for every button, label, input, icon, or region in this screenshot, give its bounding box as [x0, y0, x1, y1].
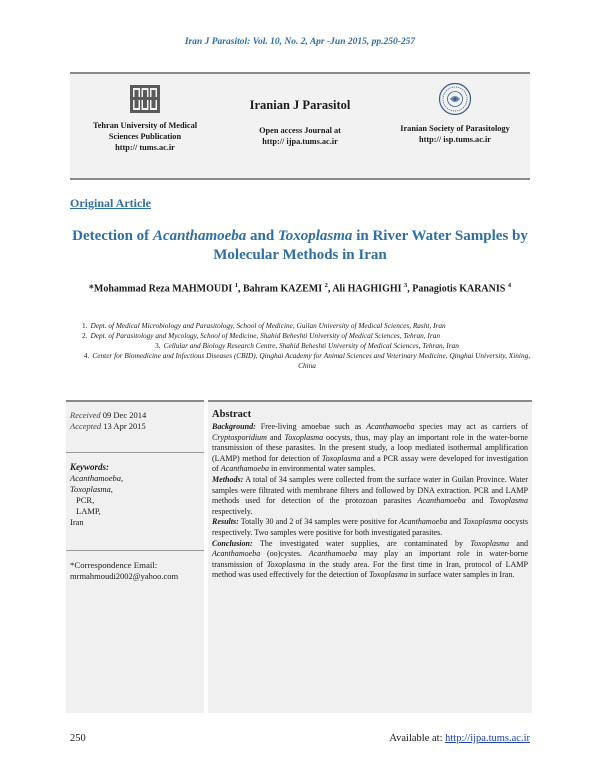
title-genus-2: Toxoplasma: [277, 228, 353, 244]
affiliation-item: [82, 321, 532, 331]
abstract-content: [212, 409, 528, 581]
abstract-conclusion: Conclusion: The investigated water supplies, are contaminated by Toxoplasma and Acanthamoeba (oo)cystes. Acanthamoeba may play an important role in water-borne transmission of Toxoplasma in the study area. For the first time in Iran, protocol of LAMP method was used effectively for the detection of Toxoplasma in surface water samples in Iran.: [212, 538, 528, 580]
abstract-title: Abstract: [212, 409, 252, 420]
journal-access-line: Open access Journal at: [259, 126, 341, 135]
methods-label: Methods:: [212, 474, 244, 484]
society-block: [375, 76, 535, 145]
author-2-affil: 2: [324, 282, 328, 289]
parasitology-society-seal-icon: [438, 82, 472, 116]
author-list: [76, 279, 524, 296]
affiliation-text: Dept. of Medical Microbiology and Parasitology, School of Medicine, Guilan University of Medical Sciences, Rasht, Iran: [90, 321, 446, 330]
affiliation-number: 4.: [83, 351, 90, 360]
affiliation-text: Center for Biomedicine and Infectious Diseases (CBID), Qinghai Academy for Animal Sciences and Veterinary Medicine, Qinghai University, Xining, China: [92, 351, 531, 370]
accepted-label: Accepted: [70, 421, 102, 431]
journal-header: [70, 72, 530, 180]
accepted-date: 13 Apr 2015: [103, 421, 146, 431]
article-title: [70, 227, 530, 265]
author-3: , Ali HAGHIGHI: [327, 283, 402, 295]
author-4-affil: 4: [507, 282, 512, 289]
affiliation-text: Dept. of Parasitology and Mycology, School of Medicine, Shahid Beheshti University of Medical Sciences, Tehran, Iran: [90, 331, 440, 340]
society-name: Iranian Society of Parasitology: [400, 124, 510, 133]
author-3-affil: 3: [404, 282, 408, 289]
keyword: Iran: [70, 517, 84, 527]
title-part-1: Detection of: [72, 228, 153, 244]
affiliation-number: 3.: [155, 341, 161, 350]
affiliation-list: [82, 321, 532, 371]
affiliation-number: 2.: [82, 331, 88, 340]
availability-footer: [389, 733, 530, 744]
background-label: Background:: [212, 422, 256, 431]
correspondence-block: [70, 560, 178, 582]
publisher-block: [70, 76, 220, 153]
title-genus-1: Acanthamoeba: [152, 228, 247, 244]
title-part-3: in River Water Samples by Molecular Methods in Iran: [213, 228, 528, 263]
journal-reference: Iran J Parasitol: Vol. 10, No. 2, Apr -Jun 2015, pp.250-257: [184, 37, 416, 47]
sidebar-divider: [66, 550, 204, 551]
abstract-background: Background: Free-living amoebae such as Acanthamoeba species may act as carriers of Cryptosporidium and Toxoplasma oocysts, thus, may play an important role in the water-borne transmission of these parasites. In the present study, a loop mediated isothermal amplification (LAMP) method for detection of Toxoplasma and a PCR assay were developed for investigation of Acanthamoeba in environmental water samples.: [212, 422, 528, 474]
affiliation-item: [82, 351, 532, 371]
affiliation-item: [82, 331, 532, 341]
keyword: Toxoplasma,: [70, 484, 113, 494]
journal-name: Iranian J Parasitol: [249, 98, 351, 112]
received-row: [70, 410, 146, 421]
journal-url[interactable]: http:// ijpa.tums.ac.ir: [262, 137, 338, 146]
available-label: Available at:: [389, 733, 446, 744]
abstract-box: [208, 400, 532, 713]
keywords-block: [70, 462, 123, 528]
keyword: Acanthamoeba,: [70, 473, 124, 483]
author-1: *Mohammad Reza MAHMOUDI: [88, 283, 233, 295]
journal-block: [220, 74, 380, 147]
publisher-line-2: Sciences Publication: [108, 132, 182, 141]
keyword: LAMP,: [76, 506, 101, 516]
results-label: Results:: [212, 517, 239, 527]
sidebar-divider: [66, 452, 204, 453]
publisher-url[interactable]: http:// tums.ac.ir: [115, 143, 175, 152]
abstract-results: Results: Totally 30 and 2 of 34 samples were positive for Acanthamoeba and Toxoplasma oocysts respectively. Two samples were positive for both investigated parasites.: [212, 517, 528, 537]
abstract-methods: Methods: A total of 34 samples were collected from the surface water in Guilan Province. Water samples were filtrated with membrane filters and followed by DNA extraction. PCR and LAMP methods used for detection of the protozoan parasites Acanthamoeba and Toxoplasma respectively.: [212, 474, 528, 516]
keywords-title: Keywords:: [70, 462, 109, 472]
page-number: 250: [70, 733, 86, 744]
author-2: , Bahram KAZEMI: [237, 283, 323, 295]
article-type: Original Article: [70, 196, 151, 210]
article-dates: [70, 410, 146, 432]
title-part-2: and: [246, 228, 278, 244]
received-label: Received: [70, 410, 101, 420]
received-date: 09 Dec 2014: [102, 410, 147, 420]
author-4: , Panagiotis KARANIS: [407, 283, 506, 295]
publisher-line-1: Tehran University of Medical: [92, 121, 198, 130]
affiliation-item: [82, 341, 532, 351]
conclusion-label: Conclusion:: [212, 538, 253, 548]
society-url[interactable]: http:// isp.tums.ac.ir: [419, 135, 491, 144]
author-1-affil: 1: [234, 282, 238, 289]
affiliation-number: 1.: [82, 321, 88, 330]
affiliation-text: Cellular and Biology Research Centre, Shahid Beheshti University of Medical Sciences, Tehran, Iran: [163, 341, 459, 350]
correspondence-title: *Correspondence Email:: [70, 560, 158, 570]
journal-link[interactable]: http://ijpa.tums.ac.ir: [445, 733, 530, 744]
keyword: PCR,: [76, 495, 95, 505]
article-info-sidebar: [66, 400, 204, 713]
accepted-row: [70, 421, 146, 432]
correspondence-email[interactable]: mrmahmoudi2002@yahoo.com: [70, 571, 179, 581]
tums-logo-icon: [129, 84, 161, 114]
